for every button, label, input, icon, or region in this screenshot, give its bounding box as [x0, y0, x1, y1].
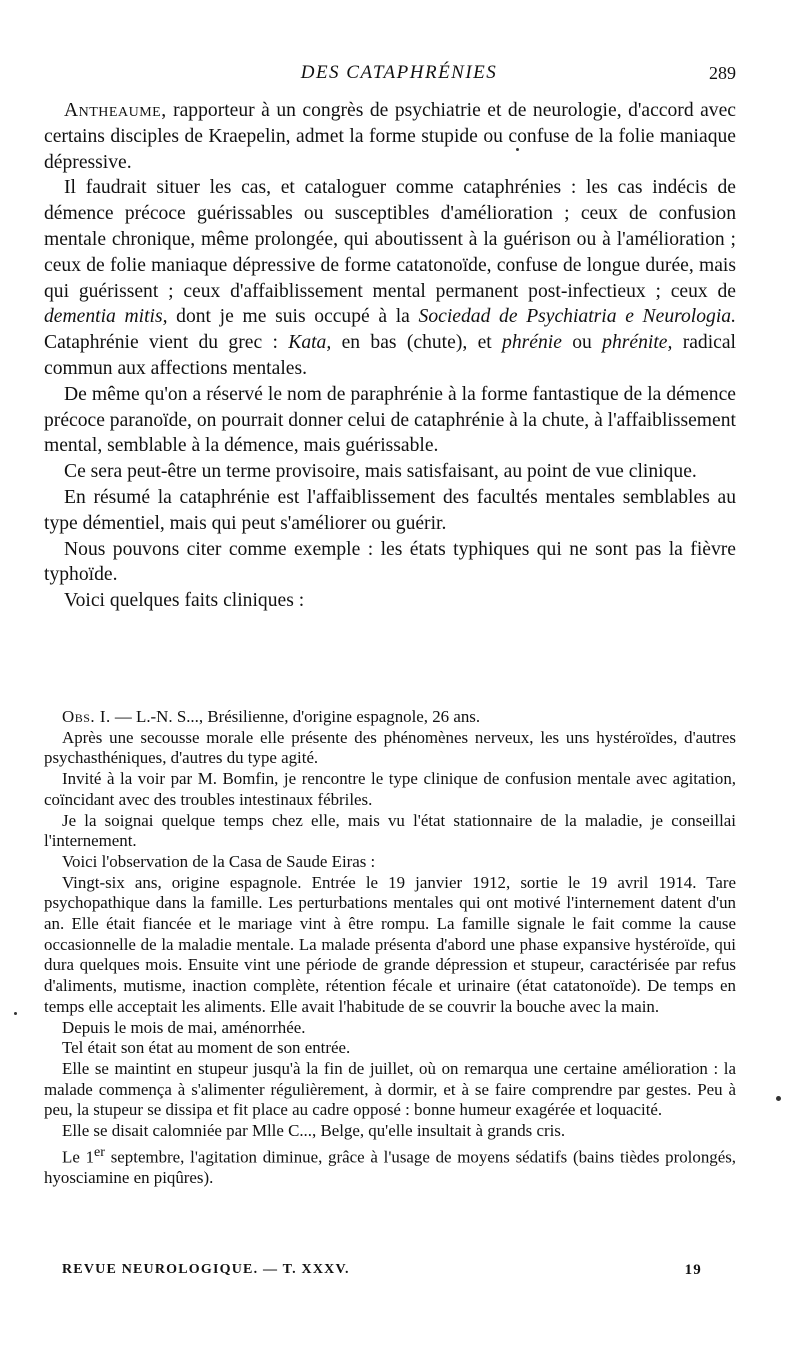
- paragraph-provisional-term: Ce sera peut-être un terme provisoire, mais satisfaisant, au point de vue clinique.: [64, 461, 697, 483]
- italic-society-name: Sociedad de Psychiatria e Neurologia.: [418, 306, 736, 328]
- observation-block: [44, 707, 736, 1189]
- paragraph-text: rapporteur à un congrès de psychiatrie et de neurologie, d'accord avec certains disciples de Kraepelin, admet la forme stupide ou confuse de la folie maniaque dépressive.: [44, 100, 736, 173]
- italic-term-dementia-mitis: dementia mitis,: [44, 306, 168, 328]
- observation-paragraph: Elle se disait calomniée par Mlle C..., Belge, qu'elle insultait à grands cris.: [62, 1121, 566, 1141]
- observation-heading: [44, 707, 736, 728]
- journal-name: REVUE NEUROLOGIQUE. — T. XXXV.: [62, 1262, 350, 1277]
- paragraph-text: Il faudrait situer les cas, et cataloguer comme cataphrénies : les cas indécis de démence précoce guérissables ou susceptibles d'amélioration ; ceux de confusion mentale chronique, même prolongée, qui aboutissent à la guérison ou à l'amélioration ; ceux de folie maniaque dépressive de forme catatonoïde, confuse de longue durée, mais qui guérissent ; ceux d'affaiblissement mental permanent post-infectieux ; ceux de: [44, 177, 736, 302]
- signature-number: 19: [684, 1262, 702, 1278]
- paragraph-text: dont je me suis occupé à la: [167, 306, 419, 328]
- author-name: Antheaume,: [64, 100, 167, 121]
- observation-label: Obs. I.: [62, 707, 111, 726]
- ordinal-superscript: er: [94, 1143, 105, 1160]
- paragraph-text: septembre, l'agitation diminue, grâce à l'usage de moyens sédatifs (bains tièdes prolongés, hyosciamine en piqûres).: [44, 1147, 736, 1188]
- page-number: 289: [709, 63, 736, 83]
- observation-paragraph: Tel était son état au moment de son entrée.: [62, 1038, 351, 1058]
- observation-paragraph: Depuis le mois de mai, aménorrhée.: [62, 1017, 306, 1037]
- paragraph-text: Cataphrénie vient du grec :: [44, 332, 289, 354]
- running-head: [62, 62, 736, 92]
- running-title: DES CATAPHRÉNIES: [300, 62, 498, 83]
- observation-paragraph: Je la soignai quelque temps chez elle, mais vu l'état stationnaire de la maladie, je conseillai l'internement.: [44, 810, 736, 851]
- observation-subject: — L.-N. S..., Brésilienne, d'origine espagnole, 26 ans.: [110, 707, 481, 726]
- italic-term-phrenite: phrénite,: [602, 332, 673, 354]
- paragraph-paraphrenie: De même qu'on a réservé le nom de paraphrénie à la forme fantastique de la démence précoce paranoïde, on pourrait donner celui de cataphrénie à la chute, à l'affaiblissement mental, semblable à la démence, mais guérissable.: [44, 383, 736, 457]
- paragraph-cataloguing: [44, 175, 736, 381]
- observation-paragraph: Après une secousse morale elle présente des phénomènes nerveux, les uns hystéroïdes, d'autres psychasthéniques, d'autres du type agité.: [44, 727, 736, 768]
- observation-paragraph: Elle se maintint en stupeur jusqu'à la fin de juillet, où on remarqua une certaine amélioration : la malade commença à s'alimenter régulièrement, à dormir, et à se faire comprendre par gestes. Peu à peu, la stupeur se dissipa et fit place au cadre opposé : bonne humeur exagérée et loquacité.: [44, 1058, 736, 1120]
- observation-paragraph: Vingt-six ans, origine espagnole. Entrée le 19 janvier 1912, sortie le 19 avril 1914. Tare psychopathique dans la famille. Les perturbations mentales qui ont motivé l'internement datent d'un an. Elle était fiancée et le mariage vint à être rompu. La famille signale le fait comme la cause occasionnelle de la maladie mentale. La malade présenta d'abord une phase expansive hystéroïde, qui dura quelques mois. Ensuite vint une période de grande dépression et stupeur, caractérisée par refus d'aliments, mutisme, inaction complète, rétention fécale et urinaire (état catatonoïde). De temps en temps elle acceptait les aliments. Elle avait l'habitude de se couvrir la bouche avec la main.: [44, 872, 736, 1016]
- body-text: [44, 98, 736, 614]
- observation-paragraph: Invité à la voir par M. Bomfin, je rencontre le type clinique de confusion mentale avec agitation, coïncidant avec des troubles intestinaux fébriles.: [44, 769, 736, 809]
- footer: [62, 1262, 702, 1284]
- paragraph-antheaume: [44, 98, 736, 175]
- paragraph-text: en bas (chute), et: [331, 332, 503, 354]
- paragraph-text: ou: [561, 332, 603, 354]
- paragraph-summary: En résumé la cataphrénie est l'affaiblissement des facultés mentales semblables au type démentiel, mais qui peut s'améliorer ou guérir.: [44, 486, 736, 534]
- paragraph-text: Le 1: [62, 1147, 95, 1167]
- observation-paragraph-last: [44, 1142, 736, 1189]
- paragraph-example: Nous pouvons citer comme exemple : les états typhiques qui ne sont pas la fièvre typhoïde.: [44, 538, 736, 586]
- observation-paragraph: Voici l'observation de la Casa de Saude Eiras :: [62, 851, 376, 871]
- italic-term-phrenie: phrénie: [502, 332, 562, 354]
- paragraph-text: radical commun aux affections mentales.: [44, 332, 737, 379]
- print-speck: [516, 148, 519, 151]
- print-speck: [14, 1012, 17, 1015]
- paragraph-clinical-facts-intro: Voici quelques faits cliniques :: [64, 590, 305, 612]
- print-speck: [776, 1096, 781, 1101]
- italic-term-kata: Kata,: [288, 332, 332, 354]
